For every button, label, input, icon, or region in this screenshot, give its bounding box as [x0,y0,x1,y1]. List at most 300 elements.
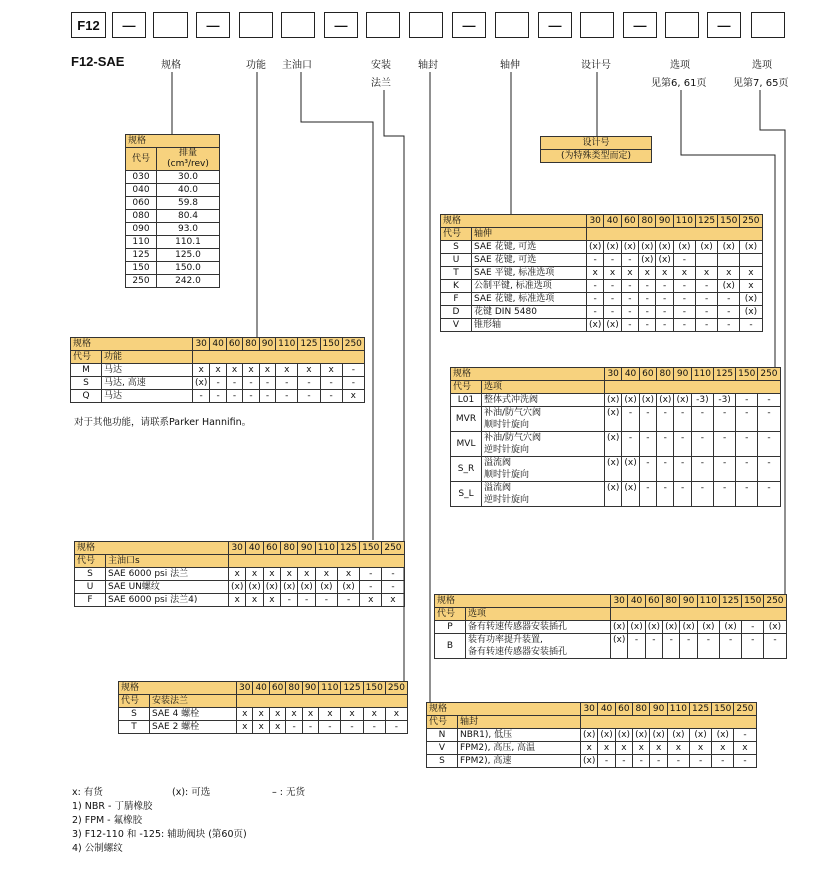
availability-cell: - [656,306,673,319]
desc-cell: 溢流阀 逆时针旋向 [482,482,605,507]
availability-cell: - [286,721,302,734]
size-header: 40 [253,682,269,695]
size-header: 30 [581,703,598,716]
size-header: 80 [657,368,674,381]
code-cell: N [427,729,458,742]
availability-cell: - [657,482,674,507]
size-header: 30 [611,595,628,608]
availability-cell: (x) [712,729,734,742]
availability-cell: (x) [673,241,695,254]
legend-unavailable: – : 无货 [272,787,305,798]
availability-cell: (x) [298,581,315,594]
availability-cell: (x) [615,729,632,742]
shaft-box [495,12,529,38]
availability-cell: - [695,306,717,319]
availability-cell: (x) [689,729,711,742]
code-cell: V [427,742,458,755]
availability-cell: - [621,293,638,306]
table-title: 规格 [441,215,587,228]
table-row [451,457,781,482]
availability-cell: - [587,280,604,293]
availability-cell: - [718,293,740,306]
cell: 30.0 [157,171,220,184]
availability-cell: - [657,407,674,432]
footnote-2: 2) FPM - 氟橡胶 [72,815,143,826]
availability-cell: (x) [740,306,762,319]
col-header: 代号 [75,555,106,568]
availability-cell: x [385,708,407,721]
size-header: 250 [764,595,786,608]
desc-cell: SAE 6000 psi 法兰 [106,568,229,581]
availability-cell: - [319,721,341,734]
col-header: 主油口s [106,555,229,568]
availability-cell: x [341,708,363,721]
availability-cell: x [298,568,315,581]
size-header: 250 [342,338,364,351]
availability-cell: x [695,267,717,280]
size-header: 30 [193,338,210,351]
availability-cell: x [246,568,263,581]
availability-cell: x [667,742,689,755]
table-row [427,755,757,768]
code-cell: F [441,293,472,306]
availability-cell: - [259,390,275,403]
size-header: 250 [382,542,404,555]
size-header: 125 [689,703,711,716]
header-filler [581,716,757,729]
availability-cell: x [237,721,253,734]
availability-cell: x [210,364,226,377]
code-cell: B [435,634,466,659]
label-func: 功能 [246,60,266,71]
size-header: 40 [604,215,621,228]
design-box [580,12,614,38]
availability-cell: x [360,594,382,607]
size-header: 40 [210,338,226,351]
availability-cell: x [604,267,621,280]
availability-cell: - [341,721,363,734]
size-header: 250 [740,215,762,228]
availability-cell: (x) [663,621,680,634]
code-cell: T [119,721,150,734]
table-row [441,241,763,254]
availability-cell: - [243,390,259,403]
desc-cell: 备有转速传感器安装插孔 [466,621,611,634]
desc-cell: 马达, 高速 [102,377,193,390]
func-table [70,337,365,403]
availability-cell: - [673,280,695,293]
availability-cell: - [360,581,382,594]
code-cell: S_L [451,482,482,507]
availability-cell: - [210,377,226,390]
table-title: 规格 [427,703,581,716]
dash-box: — [707,12,741,38]
availability-cell: - [673,293,695,306]
cell: 250 [126,275,157,288]
availability-cell: x [734,742,756,755]
availability-cell: (x) [605,482,622,507]
availability-cell: - [226,390,242,403]
desc-cell: FPM2), 高速 [458,755,581,768]
code-cell: D [441,306,472,319]
availability-cell: - [742,634,764,659]
availability-cell: - [758,407,780,432]
availability-cell: - [587,254,604,267]
col-header: 排量 (cm³/rev) [157,148,220,171]
availability-cell: - [639,407,656,432]
size-header: 60 [269,682,285,695]
table-row [441,293,763,306]
availability-cell: x [237,708,253,721]
availability-cell: - [622,407,639,432]
availability-cell: x [229,594,246,607]
availability-cell: - [736,394,758,407]
availability-cell: (x) [587,319,604,332]
availability-cell: (x) [740,241,762,254]
availability-cell: - [633,755,650,768]
availability-cell: x [587,267,604,280]
availability-cell: (x) [337,581,359,594]
table-row [75,594,405,607]
availability-cell: - [298,377,320,390]
size-header: 125 [298,338,320,351]
availability-cell: (x) [740,293,762,306]
size-header: 150 [718,215,740,228]
availability-cell: - [691,482,713,507]
size-header: 30 [605,368,622,381]
availability-cell [718,254,740,267]
availability-cell: - [639,457,656,482]
availability-cell: (x) [611,634,628,659]
table-row [75,581,405,594]
size-header: 80 [286,682,302,695]
code-cell: Q [71,390,102,403]
availability-cell: - [382,568,404,581]
availability-cell: - [673,254,695,267]
availability-cell: x [259,364,275,377]
cell: 150.0 [157,262,220,275]
desc-cell: 锥形轴 [472,319,587,332]
size-header: 250 [758,368,780,381]
availability-cell: - [604,293,621,306]
size-header: 125 [713,368,735,381]
desc-cell: 补油/防气穴阀 顺时针旋向 [482,407,605,432]
availability-cell: - [691,457,713,482]
availability-cell: x [319,708,341,721]
availability-cell: x [253,721,269,734]
size-header: 30 [587,215,604,228]
dash-box: — [324,12,358,38]
size-header: 110 [667,703,689,716]
availability-cell: - [697,634,719,659]
size-header: 110 [673,215,695,228]
size-header: 60 [263,542,280,555]
code-cell: L01 [451,394,482,407]
availability-cell: - [758,482,780,507]
availability-cell: - [639,482,656,507]
cell: 110 [126,236,157,249]
availability-cell: - [639,432,656,457]
availability-cell: - [691,407,713,432]
availability-cell: (x) [633,729,650,742]
availability-cell: (x) [581,755,598,768]
availability-cell: (x) [718,280,740,293]
col-header: 代号 [71,351,102,364]
cell: 110.1 [157,236,220,249]
availability-cell: (x) [628,621,645,634]
table-row [119,708,408,721]
size-header: 60 [226,338,242,351]
desc-cell: SAE 2 螺栓 [150,721,237,734]
availability-cell: - [657,432,674,457]
legend-optional: (x): 可选 [172,787,211,798]
col-header: 轴伸 [472,228,587,241]
availability-cell: -3) [713,394,735,407]
availability-cell: - [695,293,717,306]
code-cell: V [441,319,472,332]
code-cell: S [427,755,458,768]
desc-cell: SAE 4 螺栓 [150,708,237,721]
availability-cell: - [363,721,385,734]
availability-cell: - [674,407,691,432]
availability-cell: (x) [650,729,667,742]
availability-cell: - [689,755,711,768]
availability-cell: - [674,457,691,482]
cell: 40.0 [157,184,220,197]
table-row [451,482,781,507]
code-cell: P [435,621,466,634]
availability-cell: - [360,568,382,581]
availability-cell: - [718,306,740,319]
dash-box: — [452,12,486,38]
availability-cell: - [621,319,638,332]
port-table [74,541,405,607]
availability-cell: (x) [639,241,656,254]
code-cell: U [75,581,106,594]
size-header: 150 [712,703,734,716]
code-cell: S [441,241,472,254]
availability-cell: - [713,482,735,507]
code-cell: K [441,280,472,293]
availability-cell: x [269,721,285,734]
opt1-table [450,367,781,507]
availability-cell: - [742,621,764,634]
table-row [451,394,781,407]
size-header: 125 [719,595,741,608]
availability-cell: (x) [680,621,697,634]
availability-cell: x [226,364,242,377]
table-row [441,267,763,280]
availability-cell: - [587,293,604,306]
availability-cell: x [382,594,404,607]
availability-cell: (x) [246,581,263,594]
availability-cell: - [226,377,242,390]
model-box: F12 [71,12,106,38]
footnote-3: 3) F12-110 和 -125: 辅助阀块 (第60页) [72,829,247,840]
availability-cell: (x) [622,394,639,407]
footnote-1: 1) NBR - 丁腈橡胶 [72,801,153,812]
availability-cell [740,254,762,267]
cell: 060 [126,197,157,210]
size-header: 250 [385,682,407,695]
availability-cell: x [315,568,337,581]
size-header: 60 [645,595,662,608]
availability-cell: - [639,319,656,332]
col-header: 安装法兰 [150,695,237,708]
desc-cell: NBR1), 低压 [458,729,581,742]
availability-cell: (x) [656,254,673,267]
desc-cell: 公制平键, 标准选项 [472,280,587,293]
label-opt2-page: 见第7, 65页 [733,78,789,89]
availability-cell: - [680,634,697,659]
cell: 030 [126,171,157,184]
availability-cell: - [691,432,713,457]
size-header: 60 [621,215,638,228]
size-header: 40 [598,703,615,716]
model-subtitle: F12-SAE [71,54,125,69]
table-row [441,254,763,267]
size-header: 125 [695,215,717,228]
cell: 080 [126,210,157,223]
size-header: 150 [360,542,382,555]
availability-cell: - [656,280,673,293]
availability-cell: x [302,708,318,721]
desc-cell: 装有功率提升装置, 备有转速传感器安装插孔 [466,634,611,659]
size-header: 110 [319,682,341,695]
col-header: 轴封 [458,716,581,729]
opt2-table [434,594,787,659]
availability-cell: - [736,482,758,507]
label-mount1: 安装 [371,60,391,71]
availability-cell: x [633,742,650,755]
availability-cell: - [650,755,667,768]
dash-box: — [623,12,657,38]
availability-cell: - [673,319,695,332]
size-header: 125 [337,542,359,555]
availability-cell: - [298,390,320,403]
availability-cell: - [587,306,604,319]
availability-cell: (x) [193,377,210,390]
availability-cell: - [259,377,275,390]
desc-cell: SAE 花键, 可选 [472,254,587,267]
desc-cell: SAE 平键, 标准选项 [472,267,587,280]
desc-cell: 马达 [102,390,193,403]
availability-cell: (x) [697,621,719,634]
port-box [281,12,315,38]
availability-cell: - [712,755,734,768]
availability-cell: - [764,634,786,659]
label-design: 设计号 [581,60,611,71]
availability-cell: x [253,708,269,721]
size-header: 90 [656,215,673,228]
size-header: 60 [639,368,656,381]
availability-cell: - [639,280,656,293]
code-cell: S [119,708,150,721]
col-header: 代号 [119,695,150,708]
availability-cell: (x) [639,254,656,267]
label-opt1: 选项 [670,60,690,71]
availability-cell: (x) [605,432,622,457]
cell: 125.0 [157,249,220,262]
availability-cell: (x) [657,394,674,407]
availability-cell: - [604,306,621,319]
label-opt1-page: 见第6, 61页 [651,78,707,89]
table-row [451,407,781,432]
availability-cell: - [342,377,364,390]
table-row [119,721,408,734]
availability-cell: - [734,755,756,768]
availability-cell: (x) [605,394,622,407]
availability-cell: - [385,721,407,734]
availability-cell: - [639,306,656,319]
code-cell: S [71,377,102,390]
availability-cell: - [604,280,621,293]
table-row [435,621,787,634]
availability-cell: x [363,708,385,721]
col-header: 选项 [466,608,611,621]
desc-cell: 整体式冲洗阀 [482,394,605,407]
size-header: 90 [259,338,275,351]
availability-cell: - [320,390,342,403]
size-header: 150 [742,595,764,608]
desc-cell: SAE 6000 psi 法兰4) [106,594,229,607]
availability-cell: (x) [229,581,246,594]
availability-cell: -3) [691,394,713,407]
header-filler [587,228,763,241]
size-header: 40 [622,368,639,381]
availability-cell: (x) [281,581,298,594]
availability-cell: (x) [764,621,786,634]
availability-cell: - [645,634,662,659]
availability-cell: - [320,377,342,390]
footnote-4: 4) 公制螺纹 [72,843,123,854]
availability-cell: (x) [315,581,337,594]
availability-cell: (x) [581,729,598,742]
availability-cell: (x) [695,241,717,254]
opt2-box [751,12,785,38]
availability-cell: x [229,568,246,581]
availability-cell: x [246,594,263,607]
design-title: 设计号 [541,137,652,150]
displacement-table [125,134,220,288]
availability-cell: x [718,267,740,280]
size-header: 250 [734,703,756,716]
size-header: 80 [633,703,650,716]
availability-cell: - [713,432,735,457]
availability-cell: - [736,432,758,457]
availability-cell: - [736,407,758,432]
availability-cell: (x) [605,457,622,482]
availability-cell: - [193,390,210,403]
desc-cell: 溢流阀 顺时针旋向 [482,457,605,482]
availability-cell: x [615,742,632,755]
availability-cell: - [615,755,632,768]
availability-cell: - [243,377,259,390]
availability-cell: - [740,319,762,332]
availability-cell: - [713,457,735,482]
size-header: 110 [697,595,719,608]
availability-cell: - [734,729,756,742]
availability-cell: (x) [719,621,741,634]
design-sub: (为特殊类型而定) [541,150,652,163]
table-row [427,729,757,742]
shaft-table [440,214,763,332]
header-filler [193,351,365,364]
availability-cell: x [673,267,695,280]
col-header: 选项 [482,381,605,394]
seal-box [409,12,443,38]
size-header: 125 [341,682,363,695]
